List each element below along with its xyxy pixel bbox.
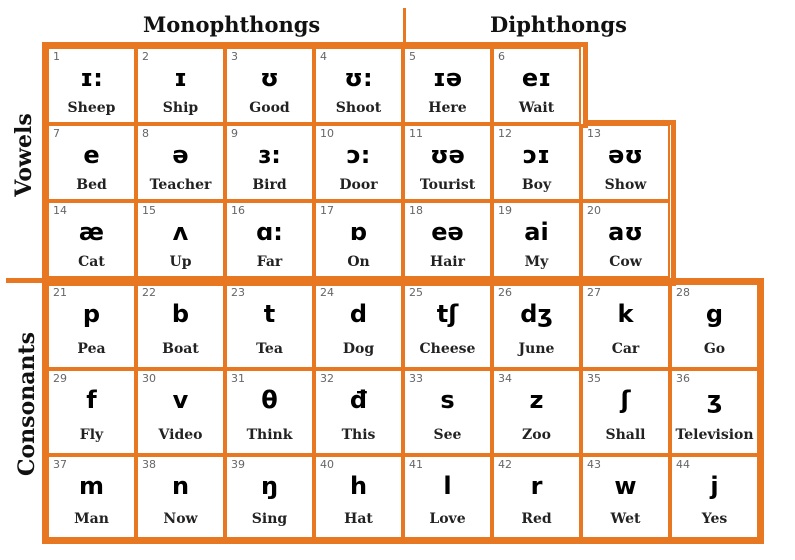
phoneme-symbol: ʊ: — [344, 64, 373, 92]
phoneme-symbol: n — [171, 472, 190, 500]
phoneme-symbol: ʊə — [430, 141, 465, 169]
cell-number: 3 — [231, 50, 238, 63]
phoneme-symbol: ʌ — [172, 218, 189, 246]
phoneme-symbol: ɪə — [432, 64, 463, 92]
phoneme-symbol: p — [82, 300, 101, 328]
phoneme-cell — [492, 369, 581, 455]
phoneme-symbol: l — [443, 472, 452, 500]
phoneme-symbol: ai — [524, 218, 549, 246]
example-word: Hat — [344, 511, 373, 527]
monophthongs-header: Monophthongs — [143, 12, 321, 37]
example-word: Hair — [430, 254, 465, 270]
cell-number: 6 — [498, 50, 505, 63]
cell-number: 8 — [142, 127, 149, 140]
header-divider — [403, 8, 406, 46]
phoneme-symbol: s — [440, 386, 455, 414]
phoneme-symbol: ʒ — [706, 386, 723, 414]
example-word: Fly — [79, 427, 104, 443]
phoneme-cell — [492, 124, 581, 201]
example-word: Tourist — [419, 177, 476, 193]
example-word: Good — [249, 100, 290, 116]
phoneme-cell — [670, 283, 759, 369]
phoneme-symbol: đ — [349, 386, 368, 414]
example-word: Think — [246, 427, 293, 443]
cell-number: 2 — [142, 50, 149, 63]
cell-number: 4 — [320, 50, 327, 63]
phoneme-symbol: e — [83, 141, 100, 169]
example-word: Wait — [518, 100, 555, 116]
phoneme-symbol: ʃ — [620, 386, 631, 414]
phoneme-symbol: d — [349, 300, 368, 328]
example-word: Boy — [521, 177, 552, 193]
phoneme-cell — [492, 283, 581, 369]
cell-number: 43 — [587, 458, 601, 471]
cell-number: 22 — [142, 286, 156, 299]
phoneme-symbol: æ — [78, 218, 105, 246]
cell-number: 42 — [498, 458, 512, 471]
example-word: Show — [604, 177, 647, 193]
phoneme-cell — [47, 455, 136, 539]
phoneme-cell — [225, 201, 314, 278]
cell-number: 19 — [498, 204, 512, 217]
example-word: Boat — [162, 341, 199, 357]
cell-number: 38 — [142, 458, 156, 471]
example-word: Cat — [78, 254, 105, 270]
phoneme-cell — [492, 455, 581, 539]
example-word: Here — [428, 100, 467, 116]
phoneme-cell — [136, 124, 225, 201]
phoneme-cell — [225, 47, 314, 124]
phoneme-symbol: ɪ — [173, 64, 188, 92]
example-word: Car — [611, 341, 640, 357]
phoneme-cell — [403, 455, 492, 539]
cell-number: 20 — [587, 204, 601, 217]
example-word: Video — [158, 427, 203, 443]
cell-number: 5 — [409, 50, 416, 63]
phoneme-symbol: ɔɪ — [522, 141, 551, 169]
example-word: Ship — [162, 100, 199, 116]
example-word: Bird — [252, 177, 287, 193]
phoneme-cell — [403, 124, 492, 201]
cell-number: 7 — [53, 127, 60, 140]
phoneme-symbol: g — [705, 300, 724, 328]
cell-number: 33 — [409, 372, 423, 385]
example-word: Bed — [76, 177, 107, 193]
phoneme-cell — [314, 124, 403, 201]
phoneme-symbol: ʊ — [260, 64, 279, 92]
phoneme-cell — [314, 283, 403, 369]
example-word: My — [524, 254, 549, 270]
phoneme-symbol: dʒ — [520, 300, 553, 328]
phoneme-symbol: ɒ — [349, 218, 368, 246]
example-word: This — [341, 427, 376, 443]
example-word: Zoo — [522, 427, 551, 443]
phoneme-cell — [581, 455, 670, 539]
phoneme-cell — [47, 283, 136, 369]
phoneme-cell — [581, 283, 670, 369]
example-word: Yes — [701, 511, 728, 527]
phoneme-symbol: eɪ — [521, 64, 552, 92]
cell-number: 21 — [53, 286, 67, 299]
phoneme-symbol: w — [614, 472, 637, 500]
phoneme-cell — [581, 201, 670, 278]
cell-number: 25 — [409, 286, 423, 299]
phoneme-symbol: h — [349, 472, 368, 500]
cell-number: 34 — [498, 372, 512, 385]
phoneme-symbol: k — [617, 300, 634, 328]
phoneme-cell — [314, 455, 403, 539]
phoneme-cell — [314, 47, 403, 124]
phoneme-symbol: f — [86, 386, 97, 414]
example-word: Man — [74, 511, 109, 527]
example-word: Tea — [256, 341, 283, 357]
cell-number: 27 — [587, 286, 601, 299]
cell-number: 12 — [498, 127, 512, 140]
phoneme-cell — [47, 369, 136, 455]
cell-number: 15 — [142, 204, 156, 217]
phoneme-cell — [136, 369, 225, 455]
phoneme-symbol: tʃ — [436, 300, 459, 328]
example-word: Door — [339, 177, 378, 193]
phoneme-cell — [492, 201, 581, 278]
cell-number: 30 — [142, 372, 156, 385]
example-word: Television — [675, 427, 754, 443]
cell-number: 13 — [587, 127, 601, 140]
phoneme-symbol: ɔ: — [346, 141, 371, 169]
example-word: Far — [256, 254, 283, 270]
vowels-step-line — [583, 120, 676, 125]
phoneme-cell — [492, 47, 581, 124]
example-word: Love — [429, 511, 466, 527]
cell-number: 41 — [409, 458, 423, 471]
example-word: Cow — [609, 254, 642, 270]
cell-number: 23 — [231, 286, 245, 299]
phoneme-cell — [47, 124, 136, 201]
phoneme-cell — [581, 369, 670, 455]
phoneme-symbol: t — [263, 300, 276, 328]
cell-number: 36 — [676, 372, 690, 385]
phoneme-cell — [314, 201, 403, 278]
phoneme-symbol: ɪ: — [80, 64, 103, 92]
cell-number: 11 — [409, 127, 423, 140]
phoneme-symbol: ɜ: — [258, 141, 281, 169]
phoneme-cell — [403, 47, 492, 124]
example-word: Sing — [251, 511, 288, 527]
consonants-label: Consonants — [14, 331, 40, 476]
cell-number: 26 — [498, 286, 512, 299]
example-word: Red — [521, 511, 552, 527]
phoneme-cell — [47, 47, 136, 124]
phoneme-cell — [225, 369, 314, 455]
phoneme-symbol: m — [78, 472, 104, 500]
example-word: Shall — [605, 427, 646, 443]
diphthongs-header: Diphthongs — [490, 12, 627, 37]
example-word: Pea — [77, 341, 106, 357]
phoneme-symbol: əʊ — [608, 141, 643, 169]
cell-number: 32 — [320, 372, 334, 385]
phoneme-symbol: ŋ — [260, 472, 279, 500]
phoneme-cell — [314, 369, 403, 455]
example-word: Teacher — [149, 177, 212, 193]
example-word: Wet — [610, 511, 641, 527]
phoneme-cell — [670, 369, 759, 455]
phoneme-symbol: v — [172, 386, 189, 414]
cell-number: 29 — [53, 372, 67, 385]
example-word: See — [433, 427, 462, 443]
phoneme-symbol: z — [529, 386, 544, 414]
phoneme-cell — [136, 201, 225, 278]
cell-number: 9 — [231, 127, 238, 140]
phoneme-symbol: ɑ: — [256, 218, 283, 246]
example-word: Sheep — [67, 100, 116, 116]
vowel-consonant-divider — [6, 278, 764, 283]
cell-number: 16 — [231, 204, 245, 217]
phoneme-symbol: b — [171, 300, 190, 328]
phoneme-symbol: eə — [431, 218, 464, 246]
cell-number: 35 — [587, 372, 601, 385]
phoneme-cell — [403, 283, 492, 369]
cell-number: 39 — [231, 458, 245, 471]
vowels-label: Vowels — [11, 113, 37, 197]
cell-number: 18 — [409, 204, 423, 217]
phoneme-cell — [225, 124, 314, 201]
phoneme-cell — [136, 455, 225, 539]
example-word: On — [347, 254, 370, 270]
phoneme-symbol: aʊ — [608, 218, 643, 246]
example-word: Shoot — [335, 100, 382, 116]
example-word: Now — [163, 511, 198, 527]
cell-number: 1 — [53, 50, 60, 63]
cell-number: 37 — [53, 458, 67, 471]
phoneme-cell — [403, 369, 492, 455]
phoneme-cell — [403, 201, 492, 278]
example-word: Up — [169, 254, 192, 270]
phoneme-symbol: θ — [261, 386, 278, 414]
cell-number: 10 — [320, 127, 334, 140]
cell-number: 17 — [320, 204, 334, 217]
phoneme-cell — [225, 455, 314, 539]
cell-number: 31 — [231, 372, 245, 385]
phoneme-symbol: j — [710, 472, 719, 500]
example-word: Dog — [342, 341, 375, 357]
phoneme-cell — [225, 283, 314, 369]
cell-number: 44 — [676, 458, 690, 471]
phoneme-cell — [136, 47, 225, 124]
cell-number: 24 — [320, 286, 334, 299]
phoneme-symbol: r — [530, 472, 543, 500]
example-word: June — [518, 341, 555, 357]
phoneme-cell — [670, 455, 759, 539]
phoneme-symbol: ə — [172, 141, 189, 169]
phoneme-cell — [136, 283, 225, 369]
example-word: Go — [703, 341, 726, 357]
example-word: Cheese — [419, 341, 476, 357]
cell-number: 40 — [320, 458, 334, 471]
phoneme-cell — [47, 201, 136, 278]
cell-number: 14 — [53, 204, 67, 217]
phoneme-cell — [581, 124, 670, 201]
cell-number: 28 — [676, 286, 690, 299]
